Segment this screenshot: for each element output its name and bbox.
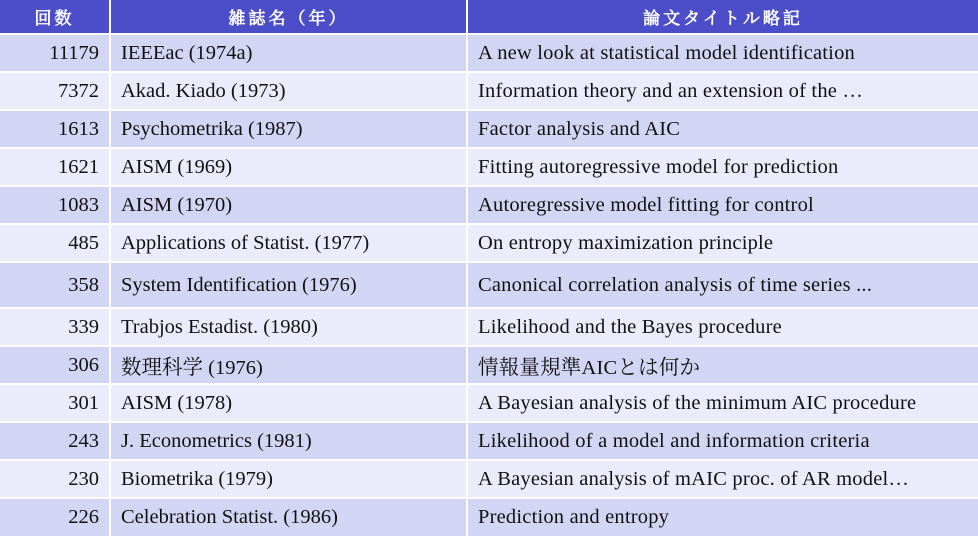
paper-title: Information theory and an extension of the … [467, 72, 978, 110]
table-row [0, 34, 978, 72]
journal-year: AISM (1970) [110, 186, 467, 224]
citation-count: 7372 [0, 72, 110, 110]
table-row [0, 186, 978, 224]
paper-title: Likelihood of a model and information criteria [467, 422, 978, 460]
citation-count: 485 [0, 224, 110, 262]
table-row [0, 72, 978, 110]
table-row [0, 262, 978, 308]
journal-year: Psychometrika (1987) [110, 110, 467, 148]
table-row [0, 308, 978, 346]
citation-count: 358 [0, 262, 110, 308]
header-row [0, 0, 978, 34]
journal-year: Celebration Statist. (1986) [110, 498, 467, 536]
paper-title: Fitting autoregressive model for prediction [467, 148, 978, 186]
paper-title: Likelihood and the Bayes procedure [467, 308, 978, 346]
citation-count: 11179 [0, 34, 110, 72]
journal-year: J. Econometrics (1981) [110, 422, 467, 460]
journal-year: Biometrika (1979) [110, 460, 467, 498]
table-row [0, 148, 978, 186]
journal-year: Applications of Statist. (1977) [110, 224, 467, 262]
table-row [0, 498, 978, 536]
paper-title: 情報量規準AICとは何か [467, 346, 978, 384]
table-row [0, 110, 978, 148]
journal-year: Akad. Kiado (1973) [110, 72, 467, 110]
journal-year: AISM (1969) [110, 148, 467, 186]
paper-title: Prediction and entropy [467, 498, 978, 536]
paper-title: Factor analysis and AIC [467, 110, 978, 148]
citation-count: 306 [0, 346, 110, 384]
citation-count: 301 [0, 384, 110, 422]
journal-year: AISM (1978) [110, 384, 467, 422]
column-header-journal: 雑誌名（年） [110, 0, 467, 34]
table-row [0, 224, 978, 262]
journal-year: 数理科学 (1976) [110, 346, 467, 384]
citation-count: 1621 [0, 148, 110, 186]
journal-year: System Identification (1976) [110, 262, 467, 308]
paper-title: On entropy maximization principle [467, 224, 978, 262]
citation-count: 230 [0, 460, 110, 498]
citation-count: 339 [0, 308, 110, 346]
paper-title: A new look at statistical model identification [467, 34, 978, 72]
paper-title: A Bayesian analysis of mAIC proc. of AR model… [467, 460, 978, 498]
table-row [0, 384, 978, 422]
table-row [0, 422, 978, 460]
citation-count: 1083 [0, 186, 110, 224]
paper-title: Autoregressive model fitting for control [467, 186, 978, 224]
paper-title: A Bayesian analysis of the minimum AIC procedure [467, 384, 978, 422]
journal-year: Trabjos Estadist. (1980) [110, 308, 467, 346]
column-header-count: 回数 [0, 0, 110, 34]
citation-count: 226 [0, 498, 110, 536]
citation-count: 243 [0, 422, 110, 460]
table-row [0, 460, 978, 498]
column-header-title: 論文タイトル略記 [467, 0, 978, 34]
paper-title: Canonical correlation analysis of time series ... [467, 262, 978, 308]
journal-year: IEEEac (1974a) [110, 34, 467, 72]
table-row [0, 346, 978, 384]
citation-count: 1613 [0, 110, 110, 148]
